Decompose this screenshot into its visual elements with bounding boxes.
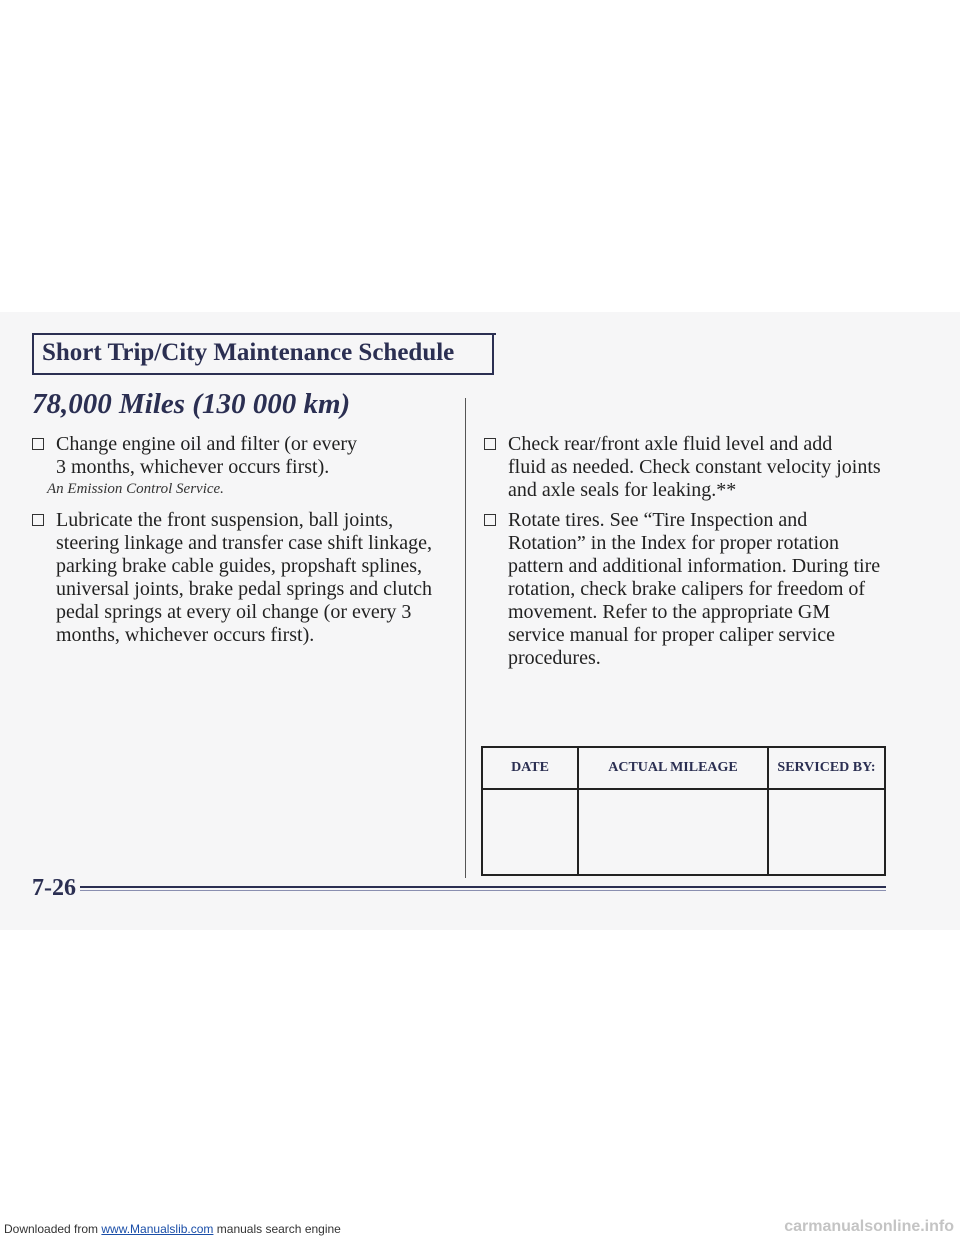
section-title: Short Trip/City Maintenance Schedule [42,339,455,366]
emission-note: An Emission Control Service. [47,481,224,497]
footer-rule [80,886,886,888]
checklist-item-text: Change engine oil and filter (or every 3 months, whichever occurs first). [56,433,357,478]
checkbox-icon[interactable] [484,438,496,450]
mileage-heading: 78,000 Miles (130 000 km) [32,388,351,420]
manualslib-link[interactable]: www.Manualslib.com [101,1222,214,1236]
column-header-serviced-by: SERVICED BY: [768,747,885,789]
checkbox-icon[interactable] [32,438,44,450]
serviced-by-cell[interactable] [768,789,885,875]
checkbox-icon[interactable] [32,514,44,526]
column-divider [465,398,466,878]
checklist-item-text: Lubricate the front suspension, ball joints, steering linkage and transfer case shift linkage, parking brake cable guides, propshaft splines, universal joints, brake pedal springs and clutch pedal springs at every oil change (or every 3 months, whichever occurs first). [56,509,433,646]
column-header-mileage: ACTUAL MILEAGE [578,747,768,789]
date-cell[interactable] [482,789,578,875]
checklist-item-axle-fluid [484,433,884,502]
service-log-header-row [482,747,885,789]
service-log-row [482,789,885,875]
service-log-table [481,746,886,876]
mileage-cell[interactable] [578,789,768,875]
column-header-date: DATE [482,747,578,789]
checklist-item-text: Rotate tires. See “Tire Inspection and Rotation” in the Index for proper rotation pattern and additional information. During tire rotation, check brake calipers for freedom of movement. Refer to the appropriate GM service manual for proper caliper service procedures. [508,509,881,669]
download-credit: Downloaded from www.Manualslib.com manuals search engine [4,1222,341,1236]
checklist-item-change-oil [32,433,442,479]
footer-rule-thin [80,890,886,891]
watermark: carmanualsonline.info [784,1218,954,1235]
page-number: 7-26 [32,875,76,901]
checklist-item-lubricate [32,509,442,647]
header-top-rule [32,333,496,335]
checkbox-icon[interactable] [484,514,496,526]
checklist-item-rotate-tires [484,509,884,670]
checklist-item-text: Check rear/front axle fluid level and add fluid as needed. Check constant velocity joints and axle seals for leaking.** [508,433,881,501]
